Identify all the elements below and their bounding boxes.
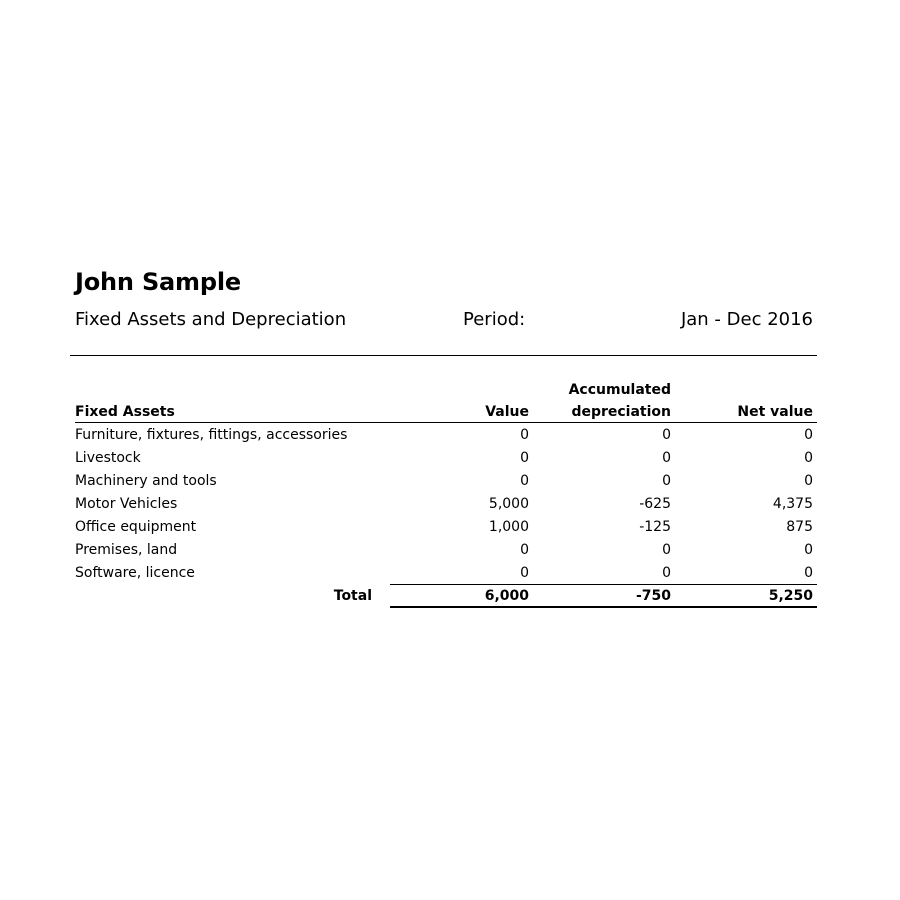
row-net-value: 875 <box>786 519 813 535</box>
row-asset-name: Machinery and tools <box>75 473 217 489</box>
row-accumulated-depreciation: -125 <box>639 519 671 535</box>
row-value: 0 <box>520 565 529 581</box>
column-header-fixed-assets: Fixed Assets <box>75 404 175 420</box>
row-net-value: 0 <box>804 450 813 466</box>
total-top-rule <box>390 584 817 585</box>
total-label: Total <box>333 588 372 604</box>
column-header-value: Value <box>485 404 529 420</box>
row-accumulated-depreciation: 0 <box>662 473 671 489</box>
row-net-value: 0 <box>804 427 813 443</box>
row-accumulated-depreciation: 0 <box>662 450 671 466</box>
row-accumulated-depreciation: -625 <box>639 496 671 512</box>
row-value: 0 <box>520 450 529 466</box>
column-header-accumulated: Accumulated <box>568 382 671 398</box>
document-owner-name: John Sample <box>75 268 241 296</box>
column-header-net-value: Net value <box>737 404 813 420</box>
row-net-value: 0 <box>804 542 813 558</box>
period-value: Jan - Dec 2016 <box>680 309 813 330</box>
table-header-divider <box>75 422 817 423</box>
row-accumulated-depreciation: 0 <box>662 542 671 558</box>
period-label: Period: <box>463 309 526 330</box>
total-net-value: 5,250 <box>768 588 813 604</box>
total-accumulated-depreciation: -750 <box>635 588 671 604</box>
row-accumulated-depreciation: 0 <box>662 565 671 581</box>
row-net-value: 0 <box>804 565 813 581</box>
row-asset-name: Software, licence <box>75 565 195 581</box>
total-value: 6,000 <box>484 588 529 604</box>
total-bottom-rule <box>390 606 817 608</box>
row-asset-name: Furniture, fixtures, fittings, accessories <box>75 427 348 443</box>
row-net-value: 4,375 <box>772 496 813 512</box>
row-asset-name: Premises, land <box>75 542 178 558</box>
row-value: 5,000 <box>488 496 529 512</box>
row-value: 0 <box>520 473 529 489</box>
row-accumulated-depreciation: 0 <box>662 427 671 443</box>
row-value: 1,000 <box>488 519 529 535</box>
document-title: Fixed Assets and Depreciation <box>75 309 347 330</box>
row-asset-name: Office equipment <box>75 519 197 535</box>
row-value: 0 <box>520 427 529 443</box>
row-asset-name: Livestock <box>75 450 141 466</box>
row-net-value: 0 <box>804 473 813 489</box>
column-header-depreciation: depreciation <box>571 404 671 420</box>
header-divider <box>70 355 817 356</box>
row-asset-name: Motor Vehicles <box>75 496 178 512</box>
row-value: 0 <box>520 542 529 558</box>
